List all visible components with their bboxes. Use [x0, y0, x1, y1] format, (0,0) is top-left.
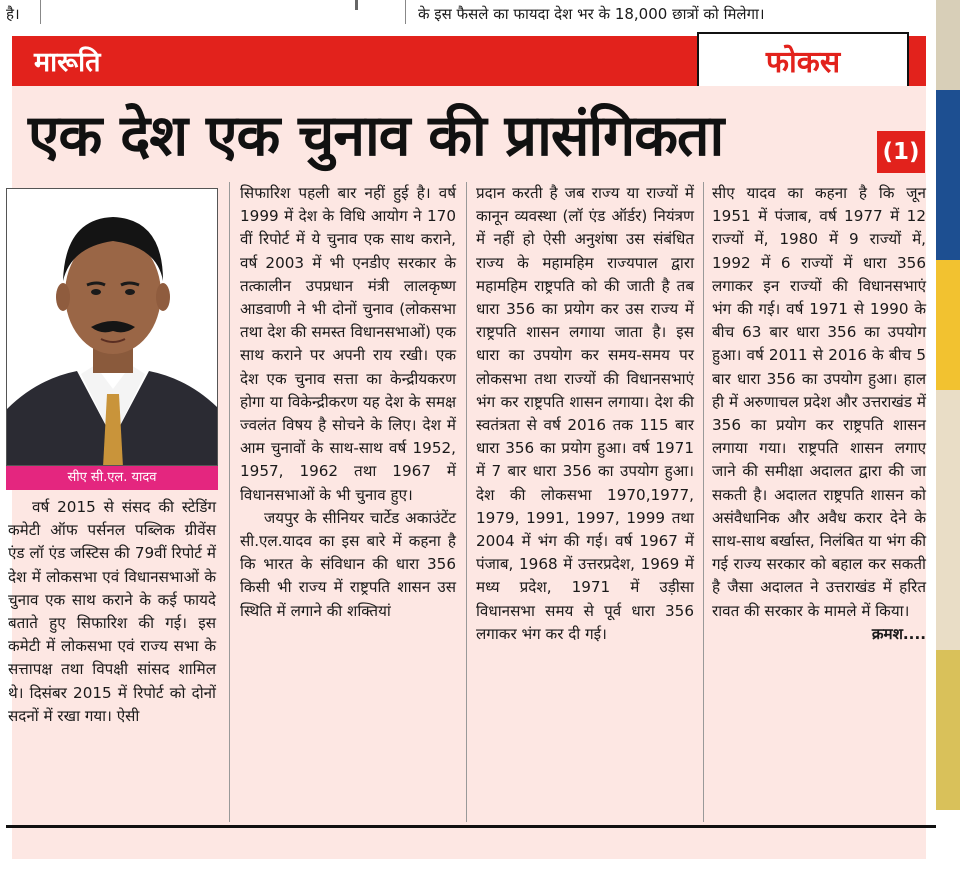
- photo-caption: सीए सी.एल. यादव: [6, 466, 218, 490]
- newspaper-page: [0, 34, 936, 871]
- article-bottom-rule: [6, 825, 936, 828]
- top-strip: [0, 0, 960, 34]
- section-label-box: [697, 32, 909, 88]
- paragraph: जयपुर के सीनियर चार्टेड अकाउंटेंट सी.एल.यादव का इस बारे में कहना है कि भारत के संविधान की धारा 356 किसी भी राज्य में राष्ट्रपति शासन उस स्थिति में लगाने की शक्तियां: [240, 508, 456, 620]
- previous-article-fragment: के इस फैसले का फायदा देश भर के 18,000 छात्रों को मिलेगा।: [418, 5, 765, 23]
- paragraph: सीए यादव का कहना है कि जून 1951 में पंजाब, वर्ष 1977 में 12 राज्यों में, 1980 में 9 राज्यों में, 1992 में 6 राज्यों में धारा 356 लगाकर इन राज्यों की विधानसभाएं भंग की गई। वर्ष 1971 से 1990 के बीच 63 बार धारा 356 का उपयोग हुआ। वर्ष 2011 से 2016 के बीच 5 बार धारा 356 का उपयोग हुआ। हाल ही में अरुणाचल प्रदेश और उत्तराखंड में 356 का प्रयोग कर राष्ट्रपति शासन लगाया गया। राष्ट्रपति शासन लगाए जाने की समीक्षा अदालत द्वारा की जा सकती है। अदालत राष्ट्रपति शासन को असंवैधानिक और अवैध करार देने के साथ-साथ बर्खास्त, निलंबित या भंग की गई राज्य सरकार को बहाल कर सकती है जैसा अदालत ने उत्तराखंड में हरित रावत की सरकार के मामले में किया।: [712, 184, 926, 620]
- section-label: फोकस: [765, 45, 841, 80]
- column-rule: [229, 182, 230, 822]
- previous-article-fragment: है।: [6, 5, 20, 23]
- brand-name: मारूति: [34, 47, 101, 78]
- author-photo: [6, 188, 218, 466]
- paragraph: वर्ष 2015 से संसद की स्टेडिंग कमेटी ऑफ पर्सनल पब्लिक ग्रीवेंस एंड लॉ एंड जस्टिस की 79वीं रिपोर्ट में देश में लोकसभा एवं विधानसभाओं के चुनाव एक साथ कराने के कई फायदे बताते हुए सिफारिश की गई। इस कमेटी में लोकसभा एवं राज्य सभा के सत्तापक्ष तथा विपक्षी सांसद शामिल थे। दिसंबर 2015 में रिपोर्ट को दोनों सदनों में रखा गया। ऐसी: [8, 498, 216, 725]
- continued-marker: क्रमश....: [871, 624, 926, 643]
- column-rule: [466, 182, 467, 822]
- article-column-1: [8, 496, 216, 728]
- column-rule: [703, 182, 704, 822]
- portrait-image: [7, 189, 218, 466]
- adjacent-page-edge: [936, 0, 960, 871]
- column-divider: [40, 0, 41, 24]
- article-column-2: [240, 182, 456, 623]
- paragraph: सिफारिश पहली बार नहीं हुई है। वर्ष 1999 में देश के विधि आयोग ने 170 वीं रिपोर्ट में ये चुनाव एक साथ कराने, वर्ष 2003 में भी एनडीए सरकार के तत्कालीन उपप्रधान मंत्री लालकृष्ण आडवाणी ने भी दोनों चुनाव (लोकसभा तथा देश की समस्त विधानसभाओं) एक साथ कराने पर अपनी राय रखी। एक देश एक चुनाव सत्ता का केन्द्रीयकरण होगा या विकेन्द्रीकरण यह देश के समक्ष ज्वलंत विषय है सोचने के लिए। देश में आम चुनावों के साथ-साथ वर्ष 1952, 1957, 1962 तथा 1967 में विधानसभाओं के भी चुनाव हुए।: [240, 184, 456, 504]
- column-divider: [355, 0, 358, 10]
- article-column-3: [476, 182, 694, 646]
- article-headline: एक देश एक चुनाव की प्रासंगिकता: [28, 103, 724, 169]
- paragraph: प्रदान करती है जब राज्य या राज्यों में कानून व्यवस्था (लॉ एंड ऑर्डर) नियंत्रण में नहीं हो ऐसी अनुशंषा उस संबंधित राज्य के महामहिम राज्यपाल द्वारा महामहिम राष्ट्रपति को की जाती है तब धारा 356 का प्रयोग कर उस राज्य में राष्ट्रपति शासन लगाया जाता है। इस धारा का उपयोग कर समय-समय पर लोकसभा तथा राज्यों की विधानसभाएं भंग कर राष्ट्रपति शासन लगाया। देश की स्वतंत्रता से वर्ष 2016 तक 115 बार धारा 356 का प्रयोग हुआ। वर्ष 1971 में 7 बार धारा 356 का उपयोग हुआ। देश की लोकसभा 1970,1977, 1979, 1991, 1997, 1999 तथा 2004 में भंग की गई। वर्ष 1967 में पंजाब, 1968 में उत्तरप्रदेश, 1969 में मध्य प्रदेश, 1971 में उड़ीसा विधानसभा समय से पूर्व धारा 356 लगाकर भंग कर दी गई।: [476, 184, 694, 643]
- part-number-badge: (1): [877, 131, 925, 173]
- article-column-4: [712, 182, 926, 646]
- column-divider: [405, 0, 406, 24]
